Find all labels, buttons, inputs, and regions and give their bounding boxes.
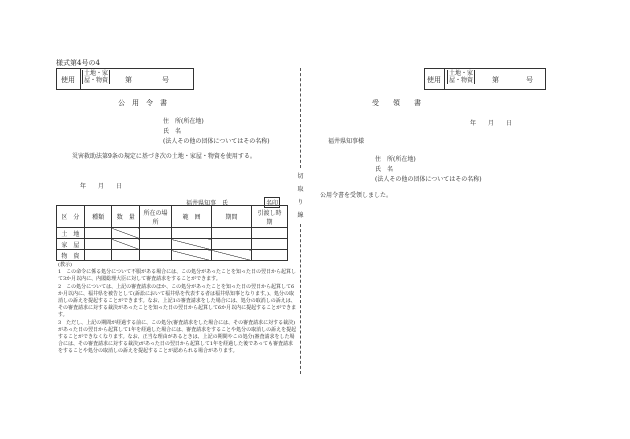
cell: [212, 228, 252, 239]
cell-struck: [171, 239, 211, 250]
cut-line-upper: [300, 68, 301, 168]
cut-line-lower: [300, 224, 301, 374]
receipt-name-field: 氏 名: [375, 166, 394, 173]
org-name-note: (法人その他の団体についてはその名称): [163, 138, 270, 145]
cell-struck: [171, 250, 211, 261]
table-row: [57, 228, 288, 239]
name-field: 氏 名: [163, 128, 182, 135]
receipt-address-field: 住 所(所在地): [375, 156, 416, 163]
header-period: 期間: [212, 206, 252, 228]
number-prefix-right: 第: [492, 76, 499, 84]
table-header-row: [57, 206, 288, 228]
cell: [171, 228, 211, 239]
cut-line-label: [296, 170, 305, 222]
row-label: 土 地: [57, 228, 85, 239]
row-label: 家 屋: [57, 239, 85, 250]
issuer: 福井県知事 氏: [186, 200, 229, 207]
cut-char: 切: [297, 173, 304, 180]
cut-char: 線: [297, 212, 304, 219]
seal-mark: 名印: [264, 197, 280, 208]
category-bracket-right: [447, 70, 475, 84]
instruction-item: 1 この命令に係る処分について不服がある場合には、この処分があったことを知った日の翌日から起算して3か月以内に、内閣総理大臣に対して審査請求をすることができます。: [58, 269, 297, 283]
instruction-item: 2 この処分については、上記の審査請求のほか、この処分があったことを知った日の翌日から起算して6か月以内に、福井県を被告として(訴訟において福井県を代表する者は福井県知事となります。)、処分の取消しの訴えを提起することができます。なお、上記1の審査請求をした場合には、処分の取消しの訴えは、その審査請求に対する裁決があったことを知った日の翌日から起算して6か月以内に提起することができます。: [58, 283, 297, 319]
cell: [112, 250, 140, 261]
cell-struck: [112, 239, 140, 250]
header-type: 種類: [84, 206, 112, 228]
receipt-addressee: 福井県知事様: [328, 138, 365, 145]
instruction-item: 3 ただし、上記の期間が経過する前に、この処分(審査請求をした場合には、その審査請求に対する裁決)があった日の翌日から起算して1年を経過した場合には、審査請求をすることや処分の取消しの訴えを提起することができなくなります。なお、正当な理由があるときは、上記の期間やこの処分(審査請求をした場合には、その審査請求に対する裁決)があった日の翌日から起算して1年を経過した後であっても審査請求をすることや処分の取消しの訴えを提起することが認められる場合があります。: [58, 319, 297, 355]
cell-struck: [112, 228, 140, 239]
instructions: [58, 262, 298, 356]
number-suffix: 号: [162, 76, 169, 84]
form-number: 様式第4号の4: [56, 59, 100, 67]
number-prefix: 第: [125, 76, 132, 84]
number-suffix-right: 号: [526, 76, 533, 84]
instructions-heading: (教示): [58, 262, 72, 268]
table-row: [57, 239, 288, 250]
receipt-date: 年 月 日: [470, 120, 513, 127]
header-quantity: 数 量: [112, 206, 140, 228]
address-field: 住 所(所在地): [163, 118, 204, 125]
receipt-org-name-note: (法人その他の団体についてはその名称): [375, 176, 482, 183]
receipt-body-text: 公用令書を受領しました。: [320, 192, 393, 199]
usage-label-right: 使用: [427, 76, 441, 84]
header-scope: 範 囲: [171, 206, 211, 228]
receipt-title: 受 領 書: [372, 99, 421, 107]
cell: [84, 250, 112, 261]
header-delivery-time: 引渡し時 期: [252, 206, 288, 228]
cut-char: り: [297, 199, 304, 206]
table-row: [57, 250, 288, 261]
category-bracket: [82, 70, 110, 84]
divider: [80, 68, 81, 89]
cut-char: 取: [297, 186, 304, 193]
cell: [84, 239, 112, 250]
row-label: 物 資: [57, 250, 85, 261]
issue-date: 年 月 日: [80, 183, 123, 190]
category-line-2: 屋・物資: [449, 77, 474, 84]
category-line-2: 屋・物資: [84, 77, 109, 84]
category-line-1: 土地・家: [84, 70, 109, 77]
cell: [252, 239, 288, 250]
cell: [212, 239, 252, 250]
category-line-1: 土地・家: [449, 70, 474, 77]
document-title: 公 用 令 書: [118, 99, 167, 107]
header-location: 所在の場 所: [140, 206, 172, 228]
cell: [84, 228, 112, 239]
cell: [140, 228, 172, 239]
header-category: 区 分: [57, 206, 85, 228]
cell-struck: [212, 250, 252, 261]
divider: [444, 68, 445, 89]
cell: [140, 250, 172, 261]
usage-label: 使用: [61, 76, 75, 84]
cell: [252, 228, 288, 239]
usage-table: [56, 205, 288, 261]
cell: [252, 250, 288, 261]
body-text: 災害救助法第9条の規定に基づき次の土地・家屋・物資を使用する。: [72, 153, 256, 160]
cell: [140, 239, 172, 250]
